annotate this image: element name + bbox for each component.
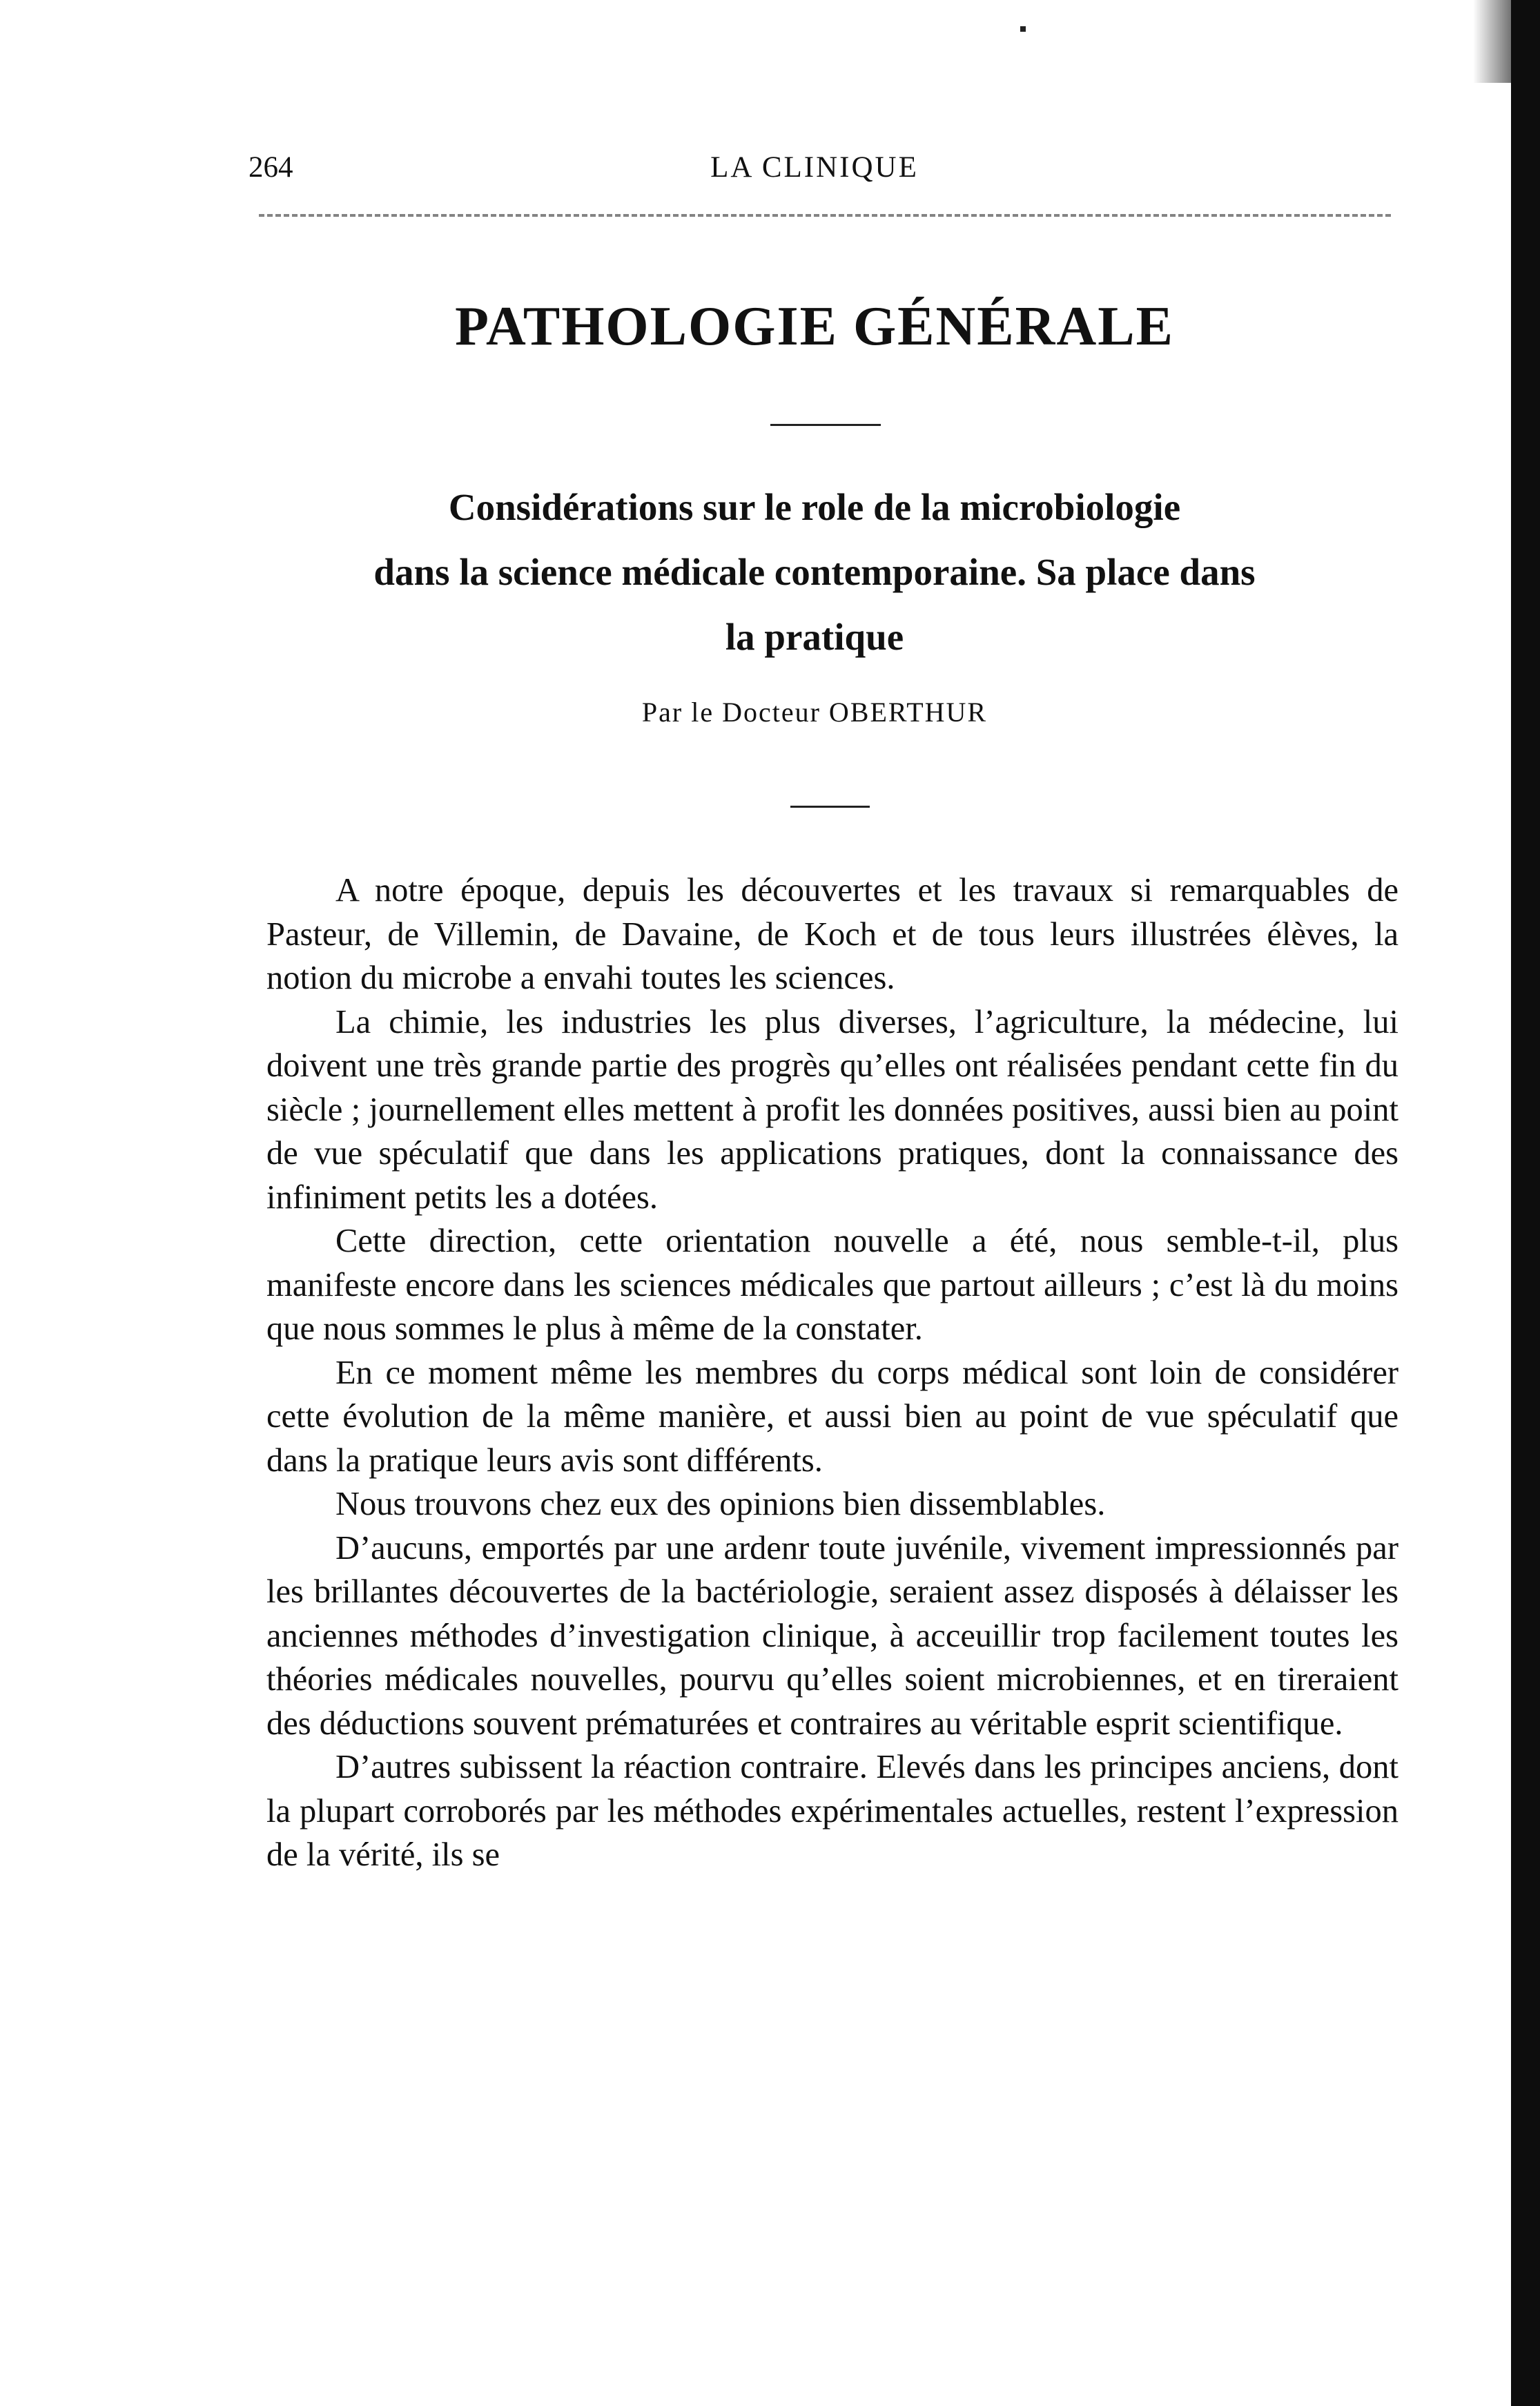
journal-name: LA CLINIQUE [710,151,919,184]
paragraph: La chimie, les industries les plus diverses, l’agriculture, la médecine, lui doivent une très grande partie des progrès qu’elles ont réalisées pendant cette fin du siècle ; journellement elles mettent à profit les données positives, aussi bien au point de vue spéculatif que dans les applications pratiques, dont la connaissance des infiniment petits les a dotées. [266,1003,1398,1216]
page-number: 264 [248,151,293,184]
article-body [266,869,1398,1877]
title-divider [770,424,881,426]
page-edge-shadow [1511,0,1540,2406]
article-title-line: dans la science médicale contemporaine. Sa place dans [373,551,1256,593]
header-rule [259,214,1391,217]
paragraph: Nous trouvons chez eux des opinions bien dissemblables. [335,1486,1106,1522]
article-title [248,475,1381,670]
running-head [248,151,1381,192]
scan-speck [1020,26,1026,32]
section-title: PATHOLOGIE GÉNÉRALE [455,296,1174,357]
paragraph: D’aucuns, emportés par une ardenr toute juvénile, vivement impressionnés par les brillantes découvertes de la bactériologie, seraient assez disposés à délaisser les anciennes méthodes d’investigation clinique, à acceuillir trop facilement toutes les théories médicales nouvelles, pourvu qu’elles soient microbiennes, et en tireraient des déductions souvent prématurées et contraires au véritable esprit scientifique. [266,1529,1398,1742]
byline: Par le Docteur OBERTHUR [641,697,988,728]
article-title-line: la pratique [725,616,904,658]
paragraph: Cette direction, cette orientation nouvelle a été, nous semble-t-il, plus manifeste encore dans les sciences médicales que partout ailleurs ; c’est là du moins que nous sommes le plus à même de la constater. [266,1223,1398,1347]
paragraph: En ce moment même les membres du corps médical sont loin de considérer cette évolution de la même manière, et aussi bien au point de vue spéculatif que dans la pratique leurs avis sont différents. [266,1354,1398,1479]
paragraph: D’autres subissent la réaction contraire. Elevés dans les principes anciens, dont la plupart corroborés par les méthodes expérimentales actuelles, restent l’expression de la vérité, ils se [266,1749,1398,1873]
page-edge-shade [1473,0,1511,83]
article-title-line: Considérations sur le role de la microbiologie [448,486,1181,528]
byline-divider [790,806,870,808]
paragraph: A notre époque, depuis les découvertes et les travaux si remarquables de Pasteur, de Villemin, de Davaine, de Koch et de tous leurs illustrées élèves, la notion du microbe a envahi toutes les sciences. [266,872,1398,996]
